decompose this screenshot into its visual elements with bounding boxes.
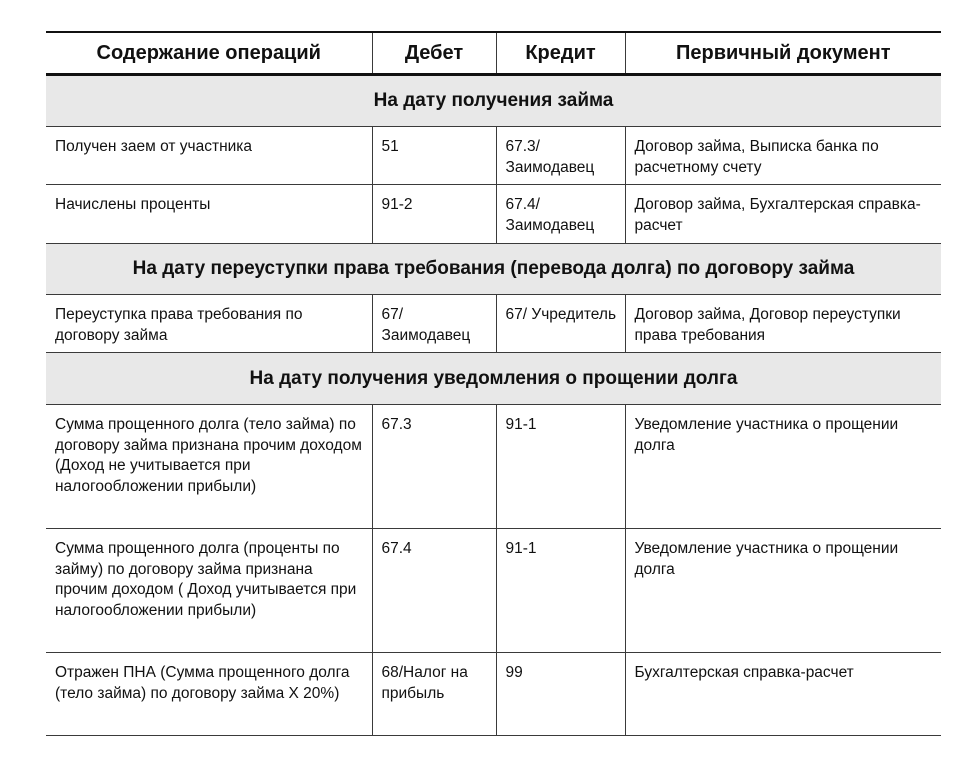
table-row [46,405,941,529]
section-row [46,353,941,405]
cell-credit: 91-1 [496,405,625,529]
table-row [46,529,941,653]
cell-debit: 68/Налог на прибыль [372,653,496,736]
table-row [46,653,941,736]
header-credit: Кредит [496,32,625,75]
cell-document: Уведомление участника о прощении долга [625,529,941,653]
cell-document: Бухгалтерская справка-расчет [625,653,941,736]
accounting-entries-table [46,31,941,736]
table-header-row [46,32,941,75]
cell-document: Договор займа, Бухгалтерская справка-расчет [625,185,941,244]
header-debit: Дебет [372,32,496,75]
section-title: На дату получения займа [46,75,941,127]
table-row [46,295,941,353]
cell-document: Договор займа, Выписка банка по расчетному счету [625,127,941,185]
section-row [46,75,941,127]
section-row [46,244,941,295]
cell-debit: 67.4 [372,529,496,653]
cell-debit: 67.3 [372,405,496,529]
table-row [46,127,941,185]
cell-credit: 67.4/ Заимодавец [496,185,625,244]
section-title: На дату переуступки права требования (перевода долга) по договору займа [46,244,941,295]
cell-credit: 91-1 [496,529,625,653]
section-title: На дату получения уведомления о прощении долга [46,353,941,405]
header-primary-document: Первичный документ [625,32,941,75]
cell-debit: 67/ Заимодавец [372,295,496,353]
cell-credit: 67.3/ Заимодавец [496,127,625,185]
cell-credit: 67/ Учредитель [496,295,625,353]
cell-document: Уведомление участника о прощении долга [625,405,941,529]
cell-credit: 99 [496,653,625,736]
cell-operation: Начислены проценты [46,185,372,244]
cell-operation: Сумма прощенного долга (тело займа) по договору займа признана прочим доходом (Доход не учитывается при налогообложении прибыли) [46,405,372,529]
header-operations: Содержание операций [46,32,372,75]
cell-debit: 91-2 [372,185,496,244]
cell-debit: 51 [372,127,496,185]
cell-document: Договор займа, Договор переуступки права требования [625,295,941,353]
cell-operation: Сумма прощенного долга (проценты по займу) по договору займа признана прочим доходом ( Доход учитывается при налогообложении прибыли) [46,529,372,653]
cell-operation: Отражен ПНА (Сумма прощенного долга (тело займа) по договору займа Х 20%) [46,653,372,736]
table-row [46,185,941,244]
cell-operation: Получен заем от участника [46,127,372,185]
cell-operation: Переуступка права требования по договору займа [46,295,372,353]
